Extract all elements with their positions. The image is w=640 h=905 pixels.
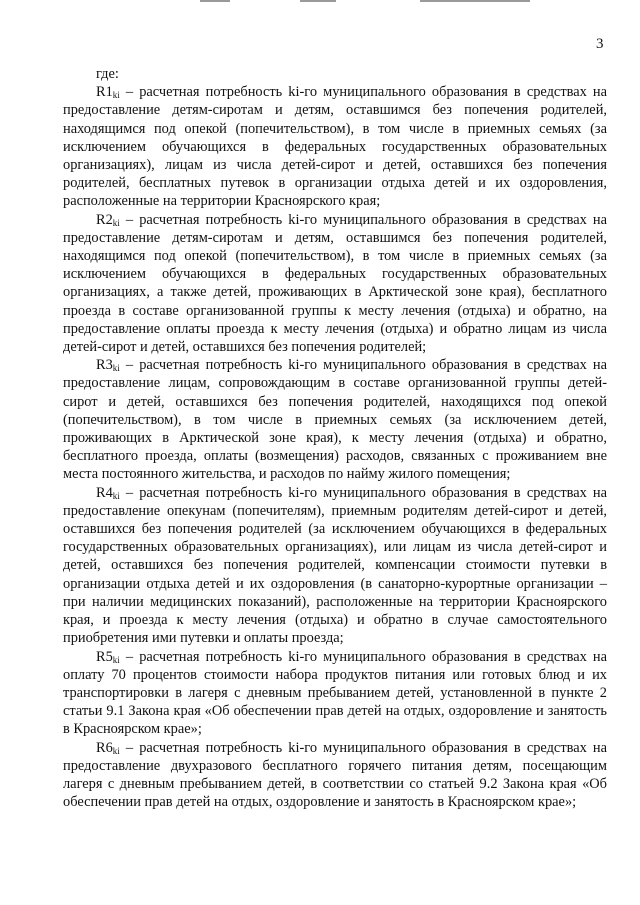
symbol: R1 (96, 84, 113, 101)
definition-text: – расчетная потребность ki-го муниципального образования в средствах на предоставление детям-сиротам и детям, оставшимся без попечения родителей, находящимся под опекой (попечительством), в том числе в приемных семьях (за исключением обучающихся в федеральных государственных образовательных организациях, а также детей, проживающих в Арктической зоне края), бесплатного проезда в составе организованной группы к месту лечения (отдыха) и обратно, на предоставление оплаты проезда к месту лечения (отдыха) и обратно лицам из числа детей-сирот и детей, оставшихся без попечения родителей; (63, 211, 607, 356)
subscript: ki (112, 363, 120, 374)
definition-r4 (63, 484, 607, 648)
document-body (63, 65, 607, 811)
definition-r1 (63, 83, 607, 210)
scan-artifact (420, 0, 530, 2)
definition-text: – расчетная потребность ki-го муниципального образования в средствах на предоставление лицам, сопровождающим в составе организованной группы детей-сирот и детей, оставшихся без попечения родителей, находящихся под опекой (попечительством), в том числе в приемных семьях (за исключением детей, проживающих в Арктической зоне края), к месту лечения (отдыха) и обратно, бесплатного проезда, оплаты (возмещения) расходов, связанных с проживанием вне места постоянного жительства, и расходов по найму жилого помещения; (63, 357, 607, 483)
symbol: R3 (96, 357, 113, 374)
subscript: ki (112, 217, 120, 228)
definition-r3 (63, 356, 607, 483)
definition-text: – расчетная потребность ki-го муниципального образования в средствах на предоставление опекунам (попечителям), приемным родителям детей-сирот и детей, оставшихся без попечения родителей (за исключением обучающихся в федеральных государственных образовательных организациях), или лицам из числа детей-сирот и детей, оставшихся без попечения родителей, компенсации стоимости путевки в организации отдыха детей и их оздоровления (в санаторно-курортные организации – при наличии медицинских показаний), расположенные на территории Красноярского края, и проезда к месту лечения (отдыха) и обратно в случае самостоятельного приобретения ими путевки и оплаты проезда; (63, 484, 607, 647)
scan-artifact (200, 0, 230, 2)
definition-text: – расчетная потребность ki-го муниципального образования в средствах на предоставление детям-сиротам и детям, оставшимся без попечения родителей, находящимся под опекой (попечительством), в том числе в приемных семьях (за исключением обучающихся в федеральных государственных образовательных организациях), лицам из числа детей-сирот и детей, оставшихся без попечения родителей, бесплатных путевок в организации отдыха детей и их оздоровления, расположенные на территории Красноярского края; (63, 84, 607, 210)
symbol: R5 (96, 648, 113, 665)
definition-text: – расчетная потребность ki-го муниципального образования в средствах на оплату 70 процентов стоимости набора продуктов питания или готовых блюд и их транспортировки в лагеря с дневным пребыванием детей, установленной в пункте 2 статьи 9.1 Закона края «Об обеспечении прав детей на отдых, оздоровление и занятость в Красноярском крае»; (63, 648, 607, 738)
definition-r6 (63, 739, 607, 812)
symbol: R4 (96, 484, 113, 501)
symbol: R2 (96, 211, 113, 228)
definition-r5 (63, 648, 607, 739)
scan-artifact (300, 0, 336, 2)
symbol: R6 (96, 739, 113, 756)
subscript: ki (112, 745, 120, 756)
subscript: ki (112, 90, 120, 101)
definition-text: – расчетная потребность ki-го муниципального образования в средствах на предоставление двухразового бесплатного горячего питания детям, посещающим лагеря с дневным пребыванием детей, в соответствии со статьей 9.2 Закона края «Об обеспечении прав детей на отдых, оздоровление и занятость в Красноярском крае»; (63, 739, 607, 811)
intro-text: где: (96, 66, 119, 82)
definition-r2 (63, 211, 607, 357)
subscript: ki (112, 654, 120, 665)
subscript: ki (112, 490, 120, 501)
page-number: 3 (596, 36, 604, 52)
